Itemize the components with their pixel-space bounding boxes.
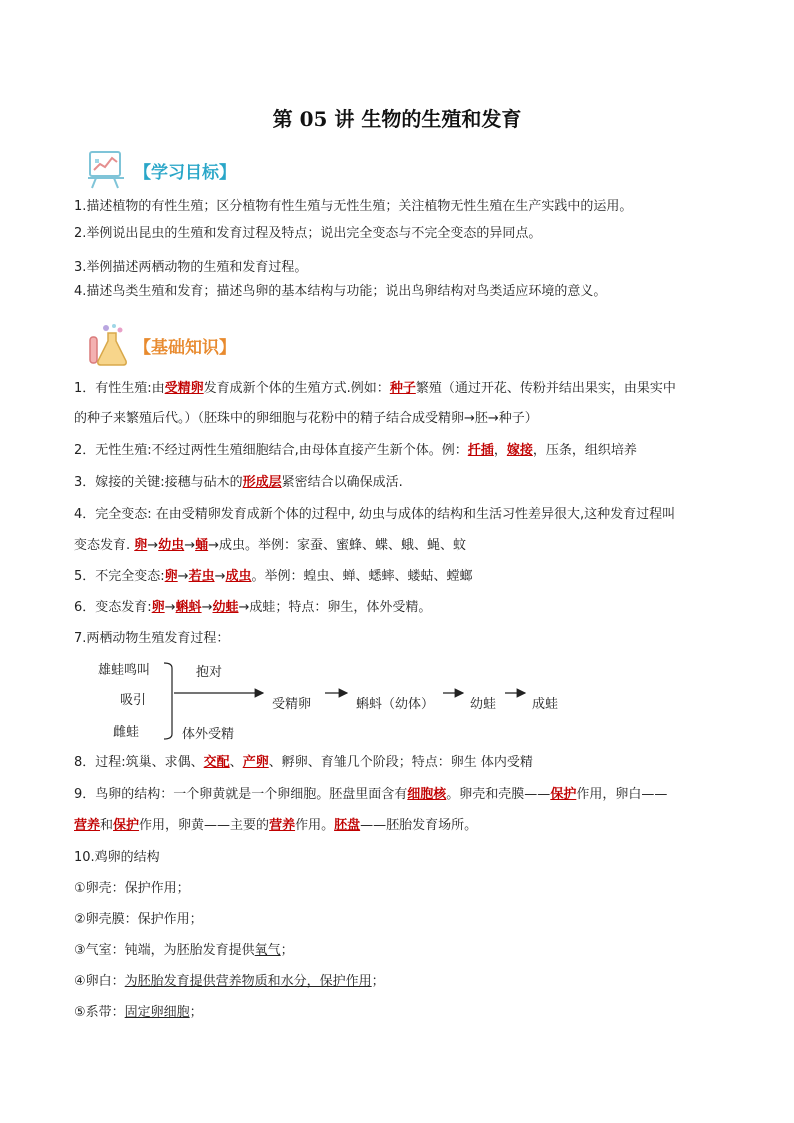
- section-title-basic: 【基础知识】: [134, 338, 236, 358]
- presentation-board-icon: [84, 148, 130, 192]
- knowledge-item-9-cont: 营养和保护作用，卵黄——主要的营养作用。胚盘——胚胎发育场所。: [74, 818, 478, 833]
- egg-structure-item: ②卵壳膜：保护作用；: [74, 912, 203, 927]
- knowledge-item-4: 4．完全变态: 在由受精卵发育成新个体的过程中, 幼虫与成体的结构和生活习性差异很大,这种发育过程叫: [74, 507, 676, 522]
- knowledge-item-7-label: 7.两栖动物生殖发育过程：: [74, 631, 230, 646]
- bracket: [164, 663, 172, 739]
- diagram-left-2: 吸引: [120, 693, 147, 708]
- egg-structure-item: ③气室：钝端，为胚胎发育提供氧气；: [74, 943, 294, 958]
- science-flask-icon: [84, 323, 130, 367]
- diagram-left-1: 雄蛙鸣叫: [98, 663, 151, 678]
- diagram-step-4: 成蛙: [532, 697, 559, 712]
- diagram-bottom-label: 体外受精: [182, 727, 235, 742]
- goal-item: 3.举例描述两栖动物的生殖和发育过程。: [74, 260, 308, 275]
- section-title-goals: 【学习目标】: [134, 163, 236, 183]
- egg-structure-item: ④卵白：为胚胎发育提供营养物质和水分，保护作用；: [74, 974, 385, 989]
- diagram-step-2: 蝌蚪（幼体）: [356, 697, 435, 712]
- knowledge-item-3: 3．嫁接的关键:接穗与砧木的形成层紧密结合以确保成活.: [74, 475, 403, 490]
- goal-item: 1.描述植物的有性生殖；区分植物有性生殖与无性生殖；关注植物无性生殖在生产实践中的运用。: [74, 199, 633, 214]
- process-diagram-lines: [100, 656, 600, 746]
- knowledge-item-5: 5．不完全变态:卵→若虫→成虫。举例：蝗虫、蝉、蟋蟀、蝼蛄、螳螂: [74, 569, 473, 584]
- knowledge-item-1: 1．有性生殖:由受精卵发育成新个体的生殖方式.例如：种子繁殖（通过开花、传粉并结出果实，由果实中: [74, 381, 676, 396]
- diagram-left-3: 雌蛙: [113, 725, 140, 740]
- diagram-step-1: 受精卵: [272, 697, 312, 712]
- knowledge-item-4-cont: 变态发育. 卵→幼虫→蛹→成虫。举例：家蚕、蜜蜂、蝶、蛾、蝇、蚊: [74, 538, 467, 553]
- goal-item: 4.描述鸟类生殖和发育；描述鸟卵的基本结构与功能；说出鸟卵结构对鸟类适应环境的意义。: [74, 284, 607, 299]
- egg-structure-item: ①卵壳：保护作用；: [74, 881, 190, 896]
- knowledge-item-1-cont: 的种子来繁殖后代。）（胚珠中的卵细胞与花粉中的精子结合成受精卵→胚→种子）: [74, 411, 538, 426]
- page-title: 第 05 讲 生物的生殖和发育: [272, 107, 522, 131]
- knowledge-item-6: 6．变态发育:卵→蝌蚪→幼蛙→成蛙；特点：卵生，体外受精。: [74, 600, 432, 615]
- amphibian-process-diagram: [100, 656, 600, 746]
- diagram-step-3: 幼蛙: [470, 697, 497, 712]
- knowledge-item-9: 9．鸟卵的结构：一个卵黄就是一个卵细胞。胚盘里面含有细胞核。卵壳和壳膜——保护作用，卵白——: [74, 787, 668, 802]
- goal-item: 2.举例说出昆虫的生殖和发育过程及特点；说出完全变态与不完全变态的异同点。: [74, 226, 542, 241]
- knowledge-item-2: 2．无性生殖:不经过两性生殖细胞结合,由母体直接产生新个体。例：扦插，嫁接，压条，组织培养: [74, 443, 637, 458]
- knowledge-item-10-label: 10.鸡卵的结构: [74, 850, 160, 865]
- diagram-top-label: 抱对: [196, 665, 223, 680]
- egg-structure-item: ⑤系带：固定卵细胞；: [74, 1005, 203, 1020]
- knowledge-item-8: 8．过程:筑巢、求偶、交配、产卵、孵卵、育雏几个阶段；特点：卵生 体内受精: [74, 755, 533, 770]
